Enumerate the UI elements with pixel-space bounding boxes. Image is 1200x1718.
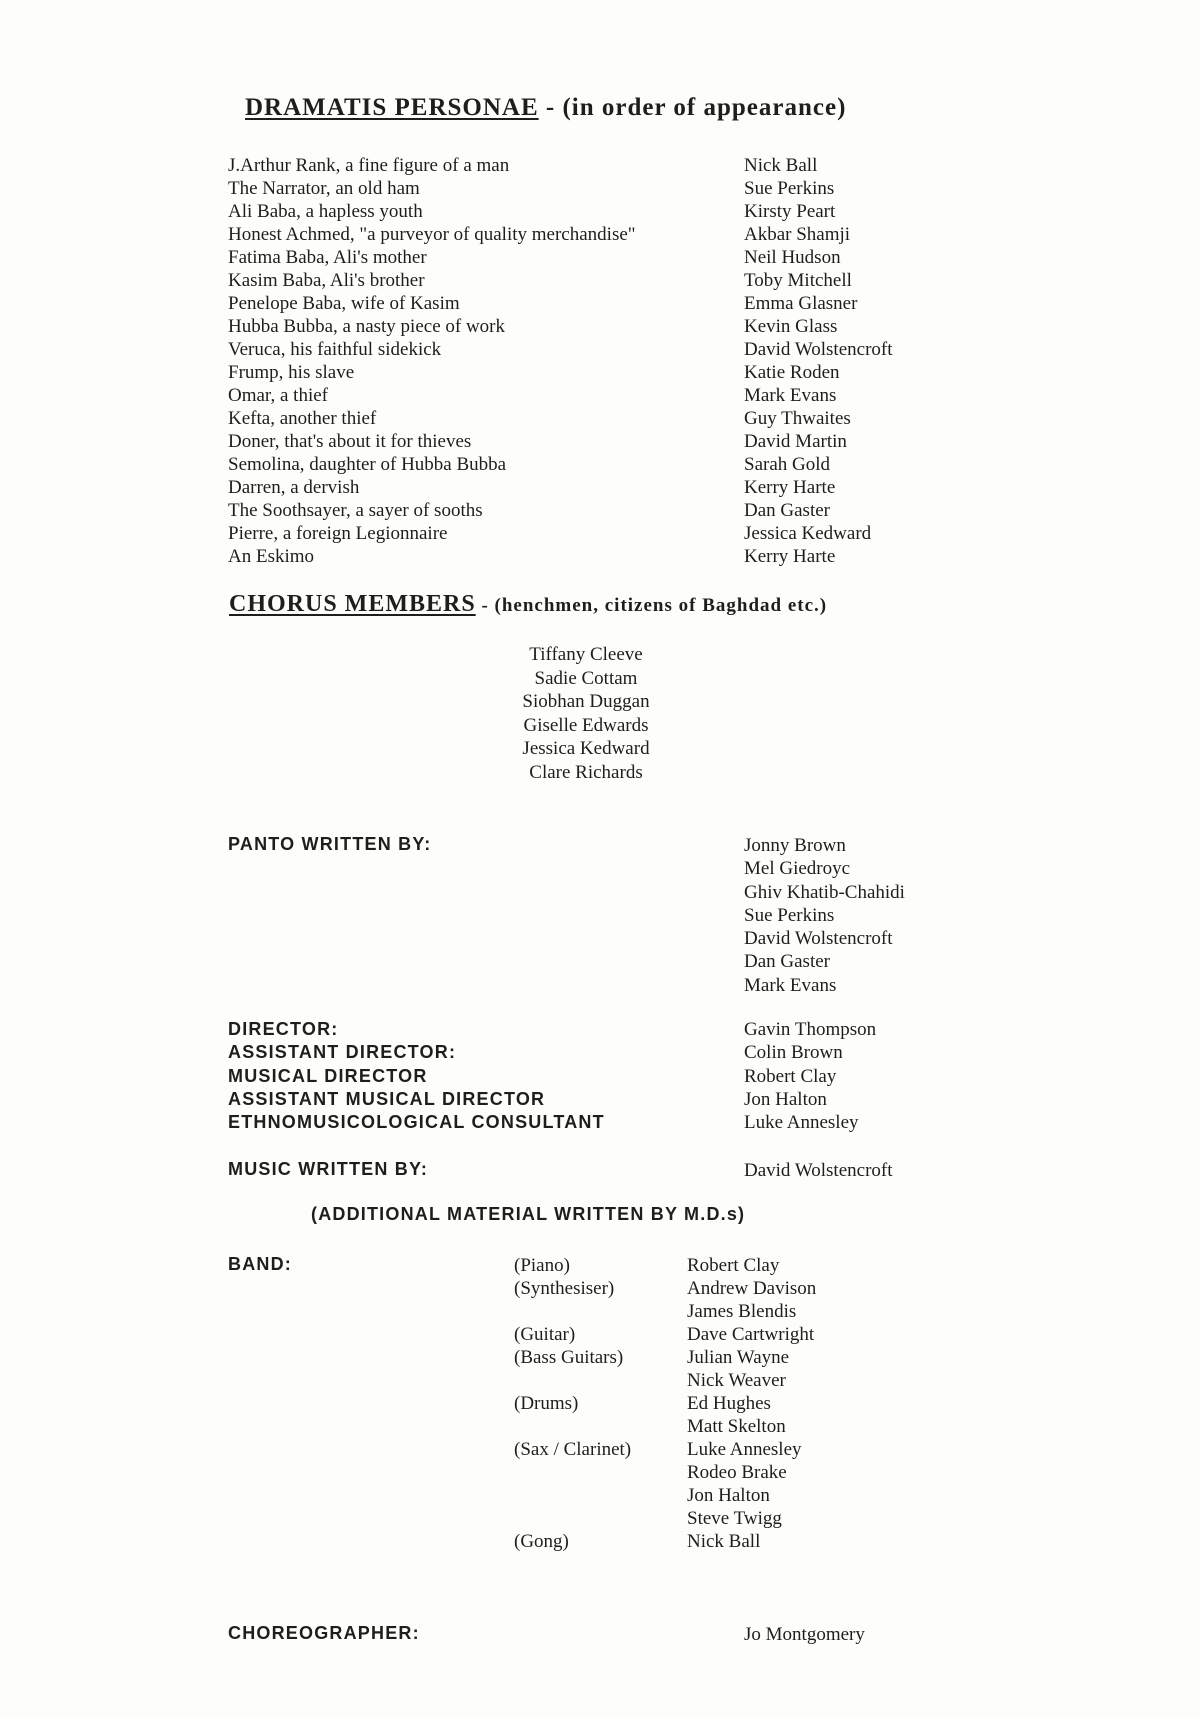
dramatis-personae-subtitle: - (in order of appearance) [538, 94, 847, 121]
cast-row [228, 407, 988, 430]
cast-role: Doner, that's about it for thieves [228, 431, 472, 452]
band-row [514, 1530, 914, 1553]
cast-row [228, 430, 988, 453]
band-list [514, 1254, 914, 1553]
cast-row [228, 476, 988, 499]
cast-role: J.Arthur Rank, a fine figure of a man [228, 155, 510, 176]
cast-row [228, 453, 988, 476]
band-instrument: (Piano) [514, 1255, 570, 1276]
band-row [514, 1484, 914, 1507]
ethnomusicological-consultant-label: ETHNOMUSICOLOGICAL CONSULTANT [228, 1112, 605, 1133]
chorus-members-title: CHORUS MEMBERS [229, 591, 476, 617]
musical-director-label: MUSICAL DIRECTOR [228, 1065, 428, 1086]
director-label: DIRECTOR: [228, 1019, 339, 1039]
chorus-members-heading [229, 591, 827, 618]
cast-row [228, 338, 988, 361]
cast-actor: Kirsty Peart [744, 201, 836, 222]
music-writer-name: David Wolstencroft [744, 1160, 893, 1181]
cast-list [228, 154, 988, 568]
cast-row [228, 522, 988, 545]
writer-name: Jonny Brown [744, 835, 846, 856]
cast-row [228, 177, 988, 200]
band-instrument: (Guitar) [514, 1324, 576, 1345]
cast-actor: Mark Evans [744, 385, 837, 406]
band-player: Steve Twigg [687, 1508, 782, 1529]
band-player: Matt Skelton [687, 1416, 786, 1437]
cast-row [228, 361, 988, 384]
writer-name: Mel Giedroyc [744, 858, 851, 880]
cast-role: Hubba Bubba, a nasty piece of work [228, 316, 506, 337]
band-player: Luke Annesley [687, 1439, 802, 1460]
band-instrument: (Gong) [514, 1531, 569, 1552]
cast-row [228, 499, 988, 522]
cast-actor: Sarah Gold [744, 454, 831, 475]
band-player: James Blendis [687, 1301, 797, 1322]
cast-row [228, 223, 988, 246]
writer-name: Dan Gaster [744, 951, 830, 973]
assistant-director-label: ASSISTANT DIRECTOR: [228, 1042, 457, 1063]
band-label: BAND: [228, 1254, 292, 1274]
chorus-member: Jessica Kedward [522, 738, 650, 759]
band-row [514, 1392, 914, 1415]
music-written-by-label: MUSIC WRITTEN BY: [228, 1159, 429, 1179]
musical-director-name: Robert Clay [744, 1065, 837, 1087]
chorus-member: Siobhan Duggan [522, 691, 650, 712]
band-player: Andrew Davison [687, 1278, 817, 1299]
band-player: Jon Halton [687, 1485, 770, 1506]
band-row [514, 1346, 914, 1369]
band-instrument: (Synthesiser) [514, 1278, 615, 1299]
cast-actor: Kerry Harte [744, 477, 836, 498]
dramatis-personae-heading [245, 94, 846, 122]
chorus-member: Clare Richards [529, 761, 643, 783]
dramatis-personae-title: DRAMATIS PERSONAE [245, 94, 539, 121]
chorus-member: Tiffany Cleeve [529, 644, 643, 665]
assistant-director-name: Colin Brown [744, 1042, 843, 1064]
cast-role: Penelope Baba, wife of Kasim [228, 293, 460, 314]
cast-row [228, 545, 988, 568]
band-row [514, 1415, 914, 1438]
cast-row [228, 246, 988, 269]
band-player: Robert Clay [687, 1255, 780, 1276]
band-row [514, 1254, 914, 1277]
assistant-musical-director-name: Jon Halton [744, 1088, 827, 1110]
cast-row [228, 292, 988, 315]
cast-row [228, 269, 988, 292]
writer-name: Mark Evans [744, 974, 837, 996]
band-row [514, 1438, 914, 1461]
choreographer-name: Jo Montgomery [744, 1624, 865, 1645]
crew-labels [228, 1018, 605, 1134]
writer-name: Ghiv Khatib-Chahidi [744, 881, 905, 903]
assistant-musical-director-label: ASSISTANT MUSICAL DIRECTOR [228, 1088, 546, 1109]
cast-actor: Jessica Kedward [744, 523, 872, 544]
cast-actor: David Martin [744, 431, 847, 452]
cast-role: Semolina, daughter of Hubba Bubba [228, 454, 507, 475]
chorus-list [486, 643, 686, 784]
band-row [514, 1277, 914, 1300]
panto-written-by-label: PANTO WRITTEN BY: [228, 834, 432, 854]
crew-names [744, 1018, 876, 1134]
band-player: Julian Wayne [687, 1347, 790, 1368]
band-player: Rodeo Brake [687, 1462, 787, 1483]
cast-actor: Guy Thwaites [744, 408, 851, 429]
cast-role: Pierre, a foreign Legionnaire [228, 523, 448, 544]
band-row [514, 1369, 914, 1392]
chorus-member: Giselle Edwards [523, 714, 649, 736]
chorus-member: Sadie Cottam [534, 667, 638, 689]
cast-actor: Katie Roden [744, 362, 840, 383]
cast-role: The Narrator, an old ham [228, 178, 420, 199]
cast-actor: Kerry Harte [744, 546, 836, 567]
band-player: Nick Weaver [687, 1370, 786, 1391]
cast-role: The Soothsayer, a sayer of sooths [228, 500, 483, 521]
band-row [514, 1323, 914, 1346]
cast-actor: Nick Ball [744, 155, 818, 176]
cast-actor: Emma Glasner [744, 293, 858, 314]
cast-actor: Neil Hudson [744, 247, 841, 268]
cast-role: Frump, his slave [228, 362, 355, 383]
ethnomusicological-consultant-name: Luke Annesley [744, 1112, 859, 1134]
cast-role: Ali Baba, a hapless youth [228, 201, 423, 222]
band-row [514, 1300, 914, 1323]
cast-role: Omar, a thief [228, 385, 329, 406]
panto-writers-list [744, 834, 905, 997]
cast-role: Honest Achmed, "a purveyor of quality merchandise" [228, 224, 636, 245]
band-row [514, 1507, 914, 1530]
cast-role: Kefta, another thief [228, 408, 377, 429]
band-player: Ed Hughes [687, 1393, 771, 1414]
cast-role: Darren, a dervish [228, 477, 360, 498]
band-player: Nick Ball [687, 1531, 761, 1552]
cast-role: Kasim Baba, Ali's brother [228, 270, 425, 291]
director-name: Gavin Thompson [744, 1019, 877, 1040]
choreographer-label: CHOREOGRAPHER: [228, 1623, 420, 1643]
cast-row [228, 315, 988, 338]
cast-role: An Eskimo [228, 546, 315, 567]
band-row [514, 1461, 914, 1484]
writer-name: Sue Perkins [744, 904, 835, 926]
band-player: Dave Cartwright [687, 1324, 815, 1345]
cast-actor: Toby Mitchell [744, 270, 852, 291]
cast-row [228, 384, 988, 407]
band-instrument: (Bass Guitars) [514, 1347, 624, 1368]
band-instrument: (Drums) [514, 1393, 579, 1414]
cast-actor: Akbar Shamji [744, 224, 851, 245]
cast-role: Veruca, his faithful sidekick [228, 339, 442, 360]
cast-row [228, 200, 988, 223]
writer-name: David Wolstencroft [744, 928, 893, 950]
cast-row [228, 154, 988, 177]
cast-actor: Dan Gaster [744, 500, 830, 521]
band-instrument: (Sax / Clarinet) [514, 1439, 632, 1460]
cast-role: Fatima Baba, Ali's mother [228, 247, 427, 268]
cast-actor: Sue Perkins [744, 178, 835, 199]
cast-actor: David Wolstencroft [744, 339, 893, 360]
additional-material-note: (ADDITIONAL MATERIAL WRITTEN BY M.D.s) [311, 1204, 746, 1224]
cast-actor: Kevin Glass [744, 316, 838, 337]
chorus-members-subtitle: - (henchmen, citizens of Baghdad etc.) [475, 595, 828, 616]
